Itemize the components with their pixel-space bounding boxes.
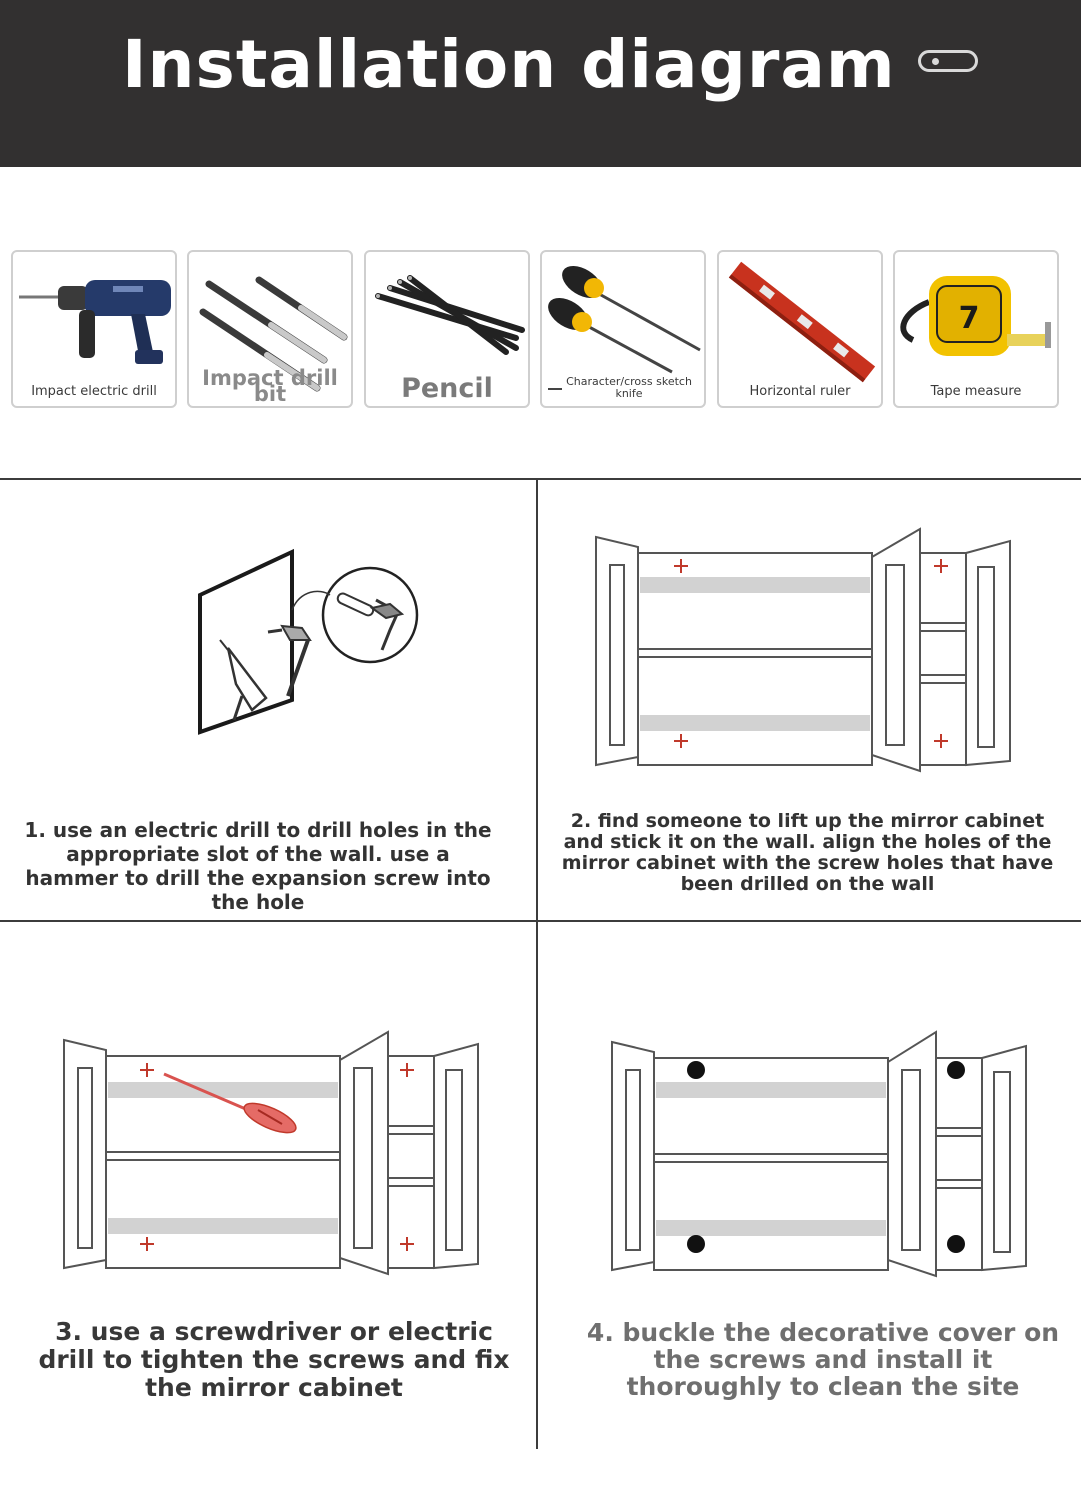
step-2-text: 2. find someone to lift up the mirror cabinet and stick it on the wall. align the holes of the mirror cabinet with the screw holes that have been drilled on the wall <box>561 810 1054 895</box>
toggle-icon <box>918 50 978 72</box>
divider-vertical <box>536 479 538 1449</box>
tool-card-level <box>717 250 883 408</box>
wall-drilling-illustration <box>140 500 470 760</box>
tool-card-impact-drill <box>11 250 177 408</box>
divider-top <box>0 478 1081 480</box>
tool-label: Tape measure <box>930 384 1022 399</box>
decorative-cover-illustration <box>606 1028 1036 1278</box>
divider-middle <box>0 920 1081 922</box>
svg-text:7: 7 <box>958 301 980 336</box>
tool-card-tape <box>893 250 1059 408</box>
tool-label: Character/cross sketch knife <box>566 375 692 400</box>
step-4-text: 4. buckle the decorative cover on the screws and install it thoroughly to clean the site <box>586 1318 1060 1401</box>
step-3-text: 3. use a screwdriver or electric drill to tighten the screws and fix the mirror cabinet <box>38 1317 510 1402</box>
tool-card-pencil <box>364 250 530 408</box>
tool-label: Horizontal ruler <box>749 384 851 399</box>
step-1-text: 1. use an electric drill to drill holes in the appropriate slot of the wall. use a hammer to drill the expansion screw into the hole <box>24 818 492 914</box>
tool-label: Impact drill bit <box>202 366 338 406</box>
tool-card-drill-bit <box>187 250 353 408</box>
header-banner <box>0 0 1081 167</box>
cabinet-alignment-illustration <box>590 525 1020 775</box>
screwdriver-fixing-illustration <box>58 1028 488 1278</box>
tool-label: Pencil <box>401 373 493 404</box>
tool-label: Impact electric drill <box>31 384 157 399</box>
page-title: Installation diagram <box>122 26 896 103</box>
tool-card-knife <box>540 250 706 408</box>
